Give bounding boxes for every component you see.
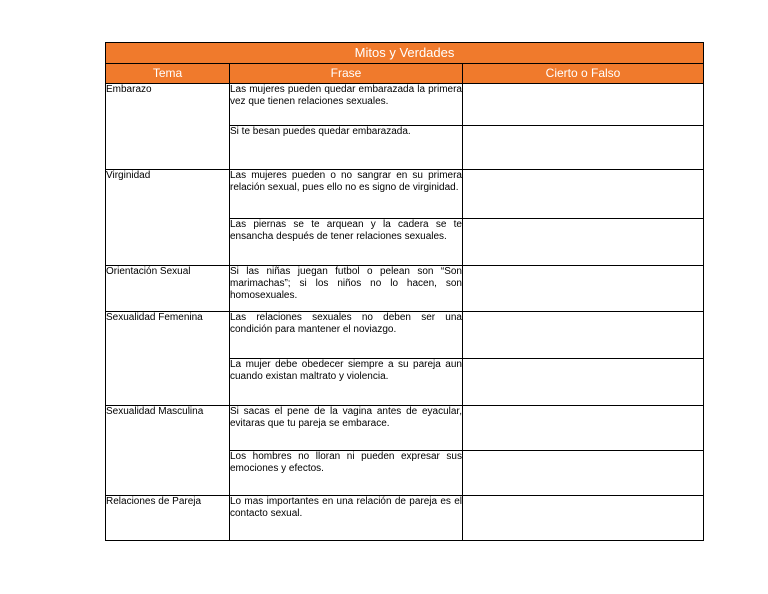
answer-cell[interactable]	[463, 126, 704, 170]
answer-cell[interactable]	[463, 496, 704, 541]
answer-cell[interactable]	[463, 312, 704, 359]
header-row	[106, 64, 704, 84]
frase-cell: La mujer debe obedecer siempre a su pareja aun cuando existan maltrato y violencia.	[230, 359, 463, 406]
answer-cell[interactable]	[463, 170, 704, 219]
table-row	[106, 84, 704, 126]
answer-cell[interactable]	[463, 451, 704, 496]
tema-cell: Embarazo	[106, 84, 230, 170]
tema-cell: Relaciones de Pareja	[106, 496, 230, 541]
frase-cell: Las mujeres pueden quedar embarazada la primera vez que tienen relaciones sexuales.	[230, 84, 463, 126]
answer-cell[interactable]	[463, 84, 704, 126]
answer-cell[interactable]	[463, 359, 704, 406]
table-row	[106, 266, 704, 312]
frase-cell: Lo mas importantes en una relación de pareja es el contacto sexual.	[230, 496, 463, 541]
frase-cell: Los hombres no lloran ni pueden expresar sus emociones y efectos.	[230, 451, 463, 496]
frase-cell: Las piernas se te arquean y la cadera se te ensancha después de tener relaciones sexuales.	[230, 219, 463, 266]
tema-cell: Sexualidad Masculina	[106, 406, 230, 496]
frase-cell: Si las niñas juegan futbol o pelean son “Son marimachas”; si los niños no lo hacen, son homosexuales.	[230, 266, 463, 312]
table-title: Mitos y Verdades	[106, 43, 704, 64]
table-row	[106, 312, 704, 359]
title-row	[106, 43, 704, 64]
table-row	[106, 496, 704, 541]
header-tema: Tema	[106, 64, 230, 84]
answer-cell[interactable]	[463, 406, 704, 451]
frase-cell: Si sacas el pene de la vagina antes de eyacular, evitaras que tu pareja se embarace.	[230, 406, 463, 451]
frase-cell: Las relaciones sexuales no deben ser una condición para mantener el noviazgo.	[230, 312, 463, 359]
myths-table	[105, 42, 704, 541]
frase-cell: Las mujeres pueden o no sangrar en su primera relación sexual, pues ello no es signo de virginidad.	[230, 170, 463, 219]
tema-cell: Virginidad	[106, 170, 230, 266]
answer-cell[interactable]	[463, 266, 704, 312]
table-row	[106, 406, 704, 451]
table-row	[106, 170, 704, 219]
header-cierto-falso: Cierto o Falso	[463, 64, 704, 84]
header-frase: Frase	[230, 64, 463, 84]
answer-cell[interactable]	[463, 219, 704, 266]
frase-cell: Si te besan puedes quedar embarazada.	[230, 126, 463, 170]
tema-cell: Sexualidad Femenina	[106, 312, 230, 406]
tema-cell: Orientación Sexual	[106, 266, 230, 312]
